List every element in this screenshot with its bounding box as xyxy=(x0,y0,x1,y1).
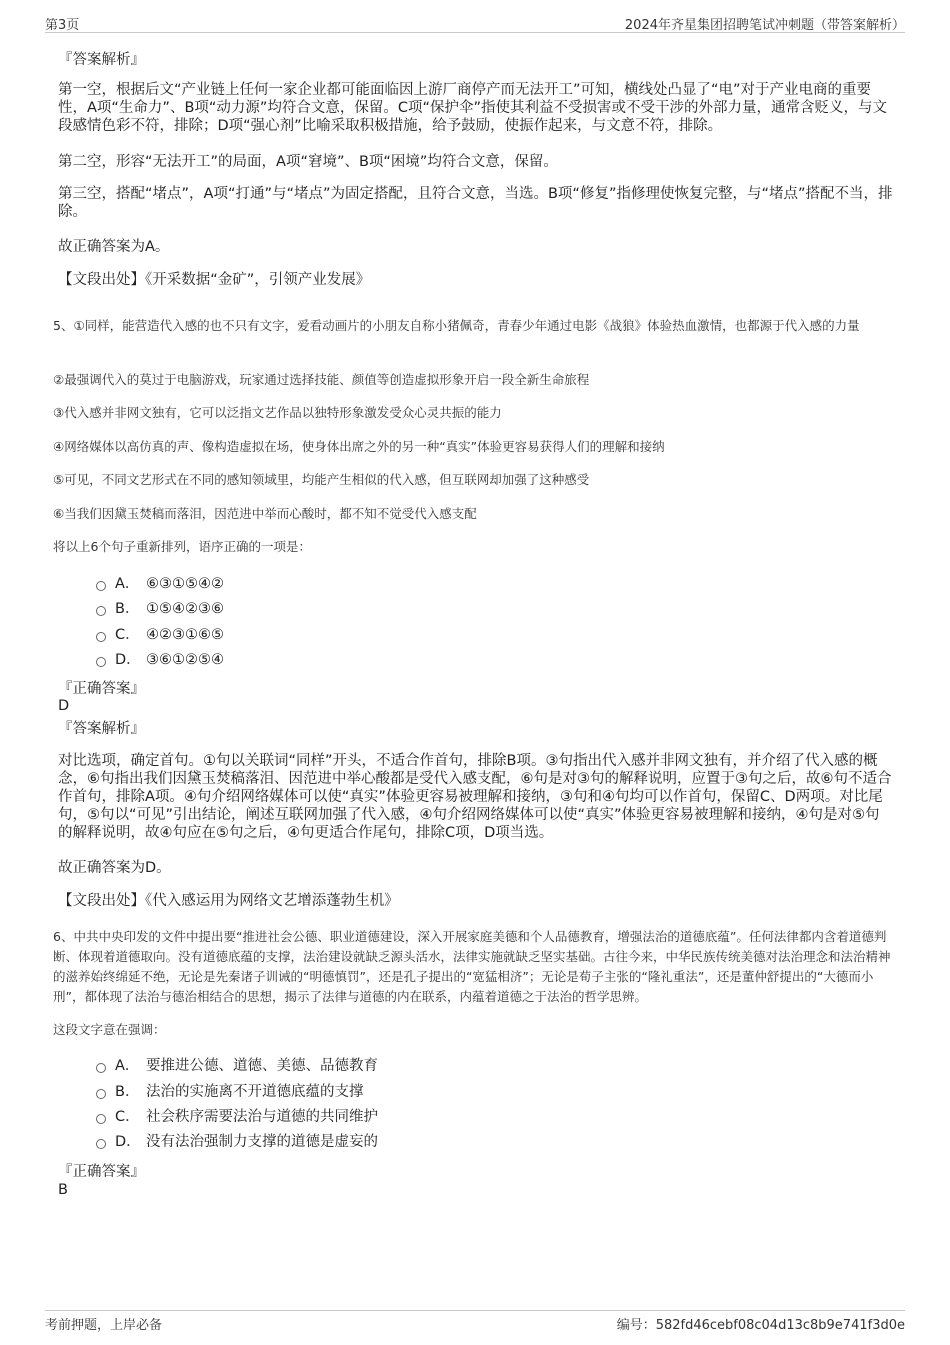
radio-icon[interactable] xyxy=(96,606,106,616)
q6-answer: B xyxy=(58,1182,68,1198)
radio-icon[interactable] xyxy=(96,632,106,642)
q5-analysis-label: 『答案解析』 xyxy=(58,721,145,737)
q5-answer-label: 『正确答案』 xyxy=(58,681,145,697)
q6-option-d[interactable]: D． 没有法治强制力支撑的道德是虚妄的 xyxy=(96,1132,378,1152)
q5-conclusion: 故正确答案为D。 xyxy=(58,860,171,876)
q5-sentence-5: ⑤可见，不同文艺形式在不同的感知领域里，均能产生相似的代入感，但互联网却加强了这种感受 xyxy=(53,472,590,487)
q5-answer: D xyxy=(58,698,70,714)
footer-divider xyxy=(45,1310,905,1311)
q4-analysis-label: 『答案解析』 xyxy=(58,52,145,68)
page-number: 第3页 xyxy=(45,18,80,33)
document-title: 2024年齐星集团招聘笔试冲刺题（带答案解析） xyxy=(624,18,905,33)
radio-icon[interactable] xyxy=(96,1114,106,1124)
q6-answer-label: 『正确答案』 xyxy=(58,1164,145,1180)
q6-stem: 6、中共中央印发的文件中提出要“推进社会公德、职业道德建设，深入开展家庭美德和个人品德教育，增强法治的道德底蕴”。任何法律都内含着道德判断、体现着道德取向。没有道德底蕴的支撑，法治建设就缺乏源头活水，法律实施就缺乏坚实基础。古往今来，中华民族传统美德对法治理念和法治精神的滋养始终绵延不绝，无论是先秦诸子训诫的“明德慎罚”，还是孔子提出的“宽猛相济”；无论是荀子主张的“隆礼重法”，还是董仲舒提出的“大德而小刑”，都体现了法治与德治相结合的思想，揭示了法律与道德的内在联系，内蕴着道德之于法治的哲学思辨。 xyxy=(53,929,891,1004)
q5-source: 【文段出处】《代入感运用为网络文艺增添蓬勃生机》 xyxy=(58,893,399,909)
q4-analysis-para-2: 第二空，形容“无法开工”的局面，A项“窘境”、B项“困境”均符合文意，保留。 xyxy=(58,154,558,170)
radio-icon[interactable] xyxy=(96,657,106,667)
q6-option-a[interactable]: A． 要推进公德、道德、美德、品德教育 xyxy=(96,1056,378,1076)
q4-source: 【文段出处】《开采数据“金矿”，引领产业发展》 xyxy=(58,272,371,288)
q4-analysis-para-1: 第一空，根据后文“产业链上任何一家企业都可能面临因上游厂商停产而无法开工”可知，横线处凸显了“电”对于产业电商的重要性，A项“生命力”、B项“动力源”均符合文意，保留。C项“保护伞”指使其利益不受损害或不受干涉的外部力量，通常含贬义，与文段感情色彩不符，排除；D项“强心剂”比喻采取积极措施，给予鼓励，使振作起来，与文意不符，排除。 xyxy=(58,82,888,134)
q5-option-c[interactable]: C． ④②③①⑥⑤ xyxy=(96,625,224,645)
q5-sentence-2: ②最强调代入的莫过于电脑游戏，玩家通过选择技能、颜值等创造虚拟形象开启一段全新生命旅程 xyxy=(53,372,590,387)
q4-conclusion: 故正确答案为A。 xyxy=(58,239,170,255)
footer-slogan: 考前押题，上岸必备 xyxy=(45,1318,163,1333)
header-divider xyxy=(45,32,905,33)
q5-option-d[interactable]: D． ③⑥①②⑤④ xyxy=(96,650,224,670)
radio-icon[interactable] xyxy=(96,1063,106,1073)
q6-option-b[interactable]: B． 法治的实施离不开道德底蕴的支撑 xyxy=(96,1082,364,1102)
q5-prompt: 将以上6个句子重新排列，语序正确的一项是： xyxy=(53,539,311,554)
q5-stem: 5、①同样，能营造代入感的也不只有文字，爱看动画片的小朋友自称小猪佩奇，青春少年通过电影《战狼》体验热血激情，也都源于代入感的力量 xyxy=(53,318,860,333)
q6-option-c[interactable]: C． 社会秩序需要法治与道德的共同维护 xyxy=(96,1107,378,1127)
document-code: 编号：582fd46cebf08c04d13c8b9e741f3d0e xyxy=(616,1318,905,1333)
q5-sentence-4: ④网络媒体以高仿真的声、像构造虚拟在场，使身体出席之外的另一种“真实”体验更容易获得人们的理解和接纳 xyxy=(53,439,665,454)
radio-icon[interactable] xyxy=(96,1139,106,1149)
q5-sentence-3: ③代入感并非网文独有，它可以泛指文艺作品以独特形象激发受众心灵共振的能力 xyxy=(53,405,502,420)
q5-sentence-6: ⑥当我们因黛玉焚稿而落泪，因范进中举而心酸时，都不知不觉受代入感支配 xyxy=(53,506,477,521)
q4-analysis-para-3: 第三空，搭配“堵点”，A项“打通”与“堵点”为固定搭配，且符合文意，当选。B项“修复”指修理使恢复完整，与“堵点”搭配不当，排除。 xyxy=(58,186,893,220)
q5-option-a[interactable]: A． ⑥③①⑤④② xyxy=(96,574,224,594)
radio-icon[interactable] xyxy=(96,581,106,591)
page-header xyxy=(45,12,905,32)
q5-analysis: 对比选项，确定首句。①句以关联词“同样”开头，不适合作首句，排除B项。③句指出代入感并非网文独有，并介绍了代入感的概念，⑥句指出我们因黛玉焚稿落泪、因范进中举心酸都是受代入感支配，⑥句是对③句的解释说明，应置于③句之后，故⑥句不适合作首句，排除A项。④句介绍网络媒体可以使“真实”体验更容易被理解和接纳，③句和④句均可以作首句，保留C、D两项。对比尾句，⑤句以“可见”引出结论，阐述互联网加强了代入感，④句介绍网络媒体可以使“真实”体验更容易被理解和接纳，④句是对⑤句的解释说明，故④句应在⑤句之后，④句更适合作尾句，排除C项，D项当选。 xyxy=(58,753,892,841)
q5-option-b[interactable]: B． ①⑤④②③⑥ xyxy=(96,599,224,619)
radio-icon[interactable] xyxy=(96,1089,106,1099)
q6-prompt: 这段文字意在强调： xyxy=(53,1022,166,1037)
